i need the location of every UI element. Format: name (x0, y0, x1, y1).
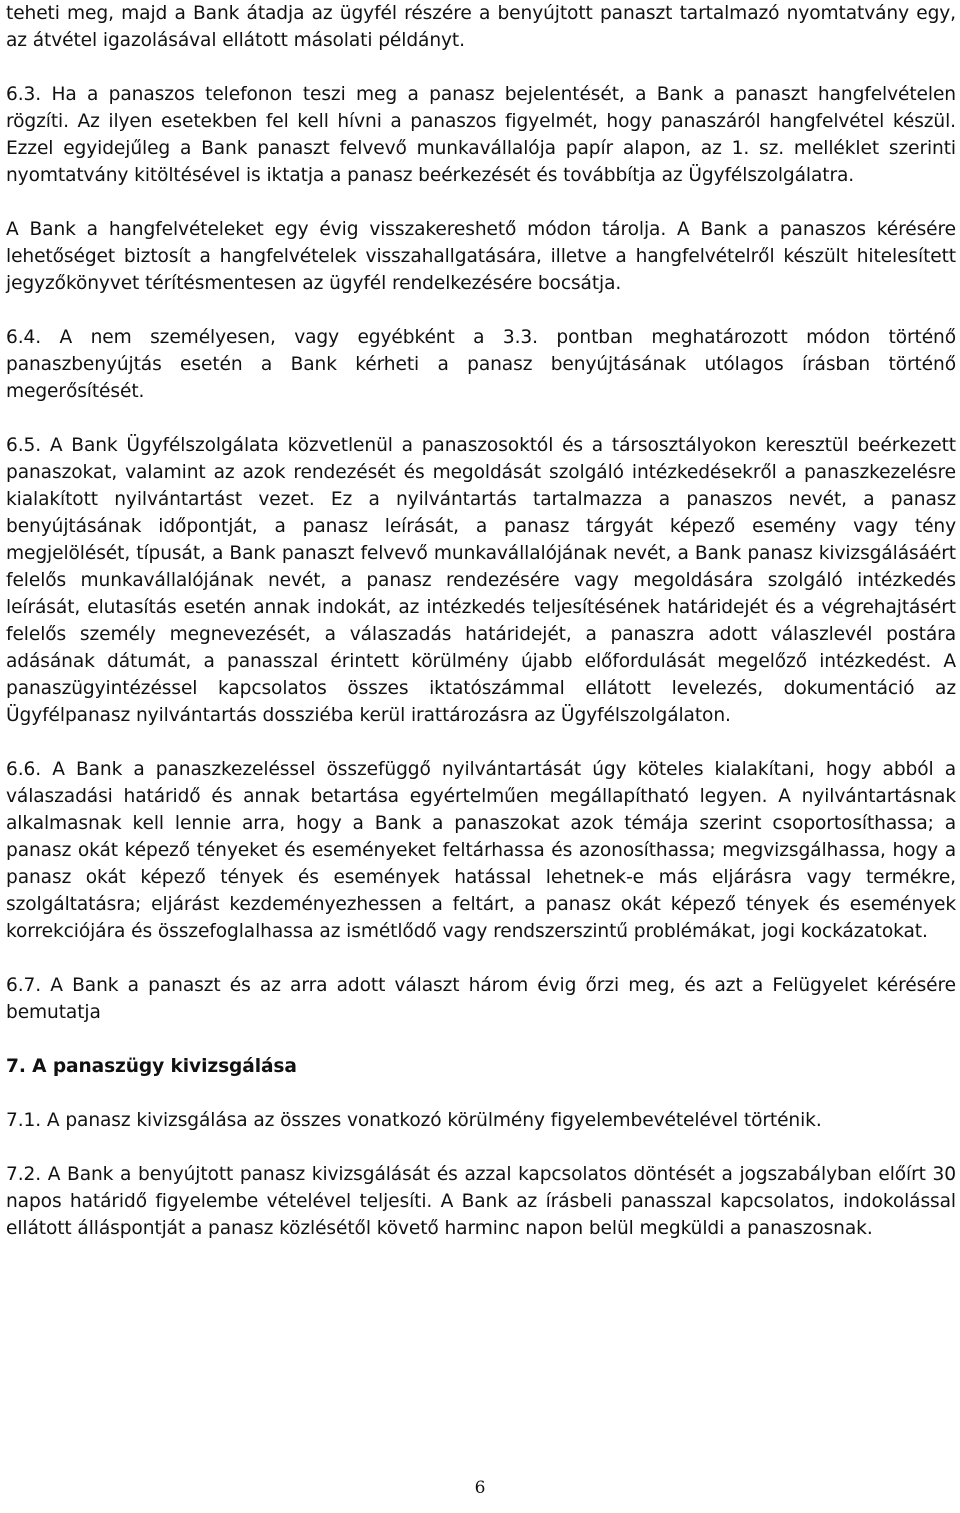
paragraph-spacer (6, 405, 956, 432)
paragraph-spacer (6, 1026, 956, 1053)
paragraph-spacer (6, 1134, 956, 1161)
paragraph-6-4: 6.4. A nem személyesen, vagy egyébként a 3.3. pontban meghatározott módon történő panaszbenyújtás esetén a Bank kérheti a panasz benyújtásának utólagos írásban történő megerősítését. (6, 327, 956, 402)
paragraph-spacer (6, 54, 956, 81)
paragraph-spacer (6, 945, 956, 972)
paragraph-spacer (6, 729, 956, 756)
paragraph-6-6: 6.6. A Bank a panaszkezeléssel összefüggő nyilvántartását úgy köteles kialakítani, hogy abból a válaszadási határidő és annak betartása egyértelműen megállapítható legyen. A nyilvántartásnak alkalmasnak kell lennie arra, hogy a Bank a panaszokat azok témája szerint csoportosíthassa; a panasz okát képező tényeket és eseményeket feltárhassa és azonosíthassa; megvizsgálhassa, hogy a panasz okát képező tények és események hatással lehetnek-e más eljárásra vagy termékre, szolgáltatásra; eljárást kezdeményezhessen a feltárt, a panasz okát képező tények és események korrekciójára és összefoglalhassa az ismétlődő vagy rendszerszintű problémákat, jogi kockázatokat. (6, 759, 956, 942)
paragraph-6-3-storage: A Bank a hangfelvételeket egy évig visszakereshető módon tárolja. A Bank a panaszos kérésére lehetőséget biztosít a hangfelvételek visszahallgatására, illetve a hangfelvételről készült hitelesített jegyzőkönyvet térítésmentesen az ügyfél rendelkezésére bocsátja. (6, 219, 956, 294)
paragraph-spacer (6, 189, 956, 216)
paragraph-spacer (6, 1080, 956, 1107)
paragraph-6-7: 6.7. A Bank a panaszt és az arra adott választ három évig őrzi meg, és azt a Felügyelet kérésére bemutatja (6, 975, 956, 1023)
paragraph-6-3: 6.3. Ha a panaszos telefonon teszi meg a panasz bejelentését, a Bank a panaszt hangfelvételen rögzíti. Az ilyen esetekben fel kell hívni a panaszos figyelmét, hogy panaszáról hangfelvétel készül. Ezzel egyidejűleg a Bank panaszt felvevő munkavállalója papír alapon, az 1. sz. melléklet szerinti nyomtatvány kitöltésével is iktatja a panasz beérkezését és továbbítja az Ügyfélszolgálatra. (6, 84, 956, 186)
paragraph-spacer (6, 297, 956, 324)
paragraph-intro-continuation: teheti meg, majd a Bank átadja az ügyfél részére a benyújtott panaszt tartalmazó nyomtatvány egy, az átvétel igazolásával ellátott másolati példányt. (6, 3, 956, 51)
paragraph-6-5: 6.5. A Bank Ügyfélszolgálata közvetlenül a panaszosoktól és a társosztályokon keresztül beérkezett panaszokat, valamint az azok rendezését és megoldását szolgáló intézkedésekről a panaszkezelésre kialakított nyilvántartást vezet. Ez a nyilvántartás tartalmazza a panaszos nevét, a panasz benyújtásának időpontját, a panasz leírását, a panasz tárgyát képező esemény vagy tény megjelölését, típusát, a Bank panaszt felvevő munkavállalójának nevét, a Bank panasz kivizsgálásáért felelős munkavállalójának nevét, a panasz rendezésére vagy megoldására szolgáló intézkedés leírását, elutasítás esetén annak indokát, az intézkedés teljesítésének határidejét és a végrehajtásért felelős személy megnevezését, a válaszadás határidejét, a panaszra adott válaszlevél postára adásának dátumát, a panasszal érintett körülmény újabb előfordulását megelőző intézkedést. A panaszügyintézéssel kapcsolatos összes iktatószámmal ellátott levelezés, dokumentáció az Ügyfélpanasz nyilvántartás dossziéba kerül irattározásra az Ügyfélszolgálaton. (6, 435, 956, 726)
document-body (6, 0, 956, 1242)
paragraph-7-2: 7.2. A Bank a benyújtott panasz kivizsgálását és azzal kapcsolatos döntését a jogszabályban előírt 30 napos határidő figyelembe vételével teljesíti. A Bank az írásbeli panasszal kapcsolatos, indokolással ellátott álláspontját a panasz közlésétől követő harminc napon belül megküldi a panaszosnak. (6, 1164, 956, 1239)
page-number: 6 (474, 1478, 486, 1498)
section-heading-7: 7. A panaszügy kivizsgálása (6, 1056, 297, 1077)
paragraph-7-1: 7.1. A panasz kivizsgálása az összes vonatkozó körülmény figyelembevételével történik. (6, 1110, 822, 1131)
